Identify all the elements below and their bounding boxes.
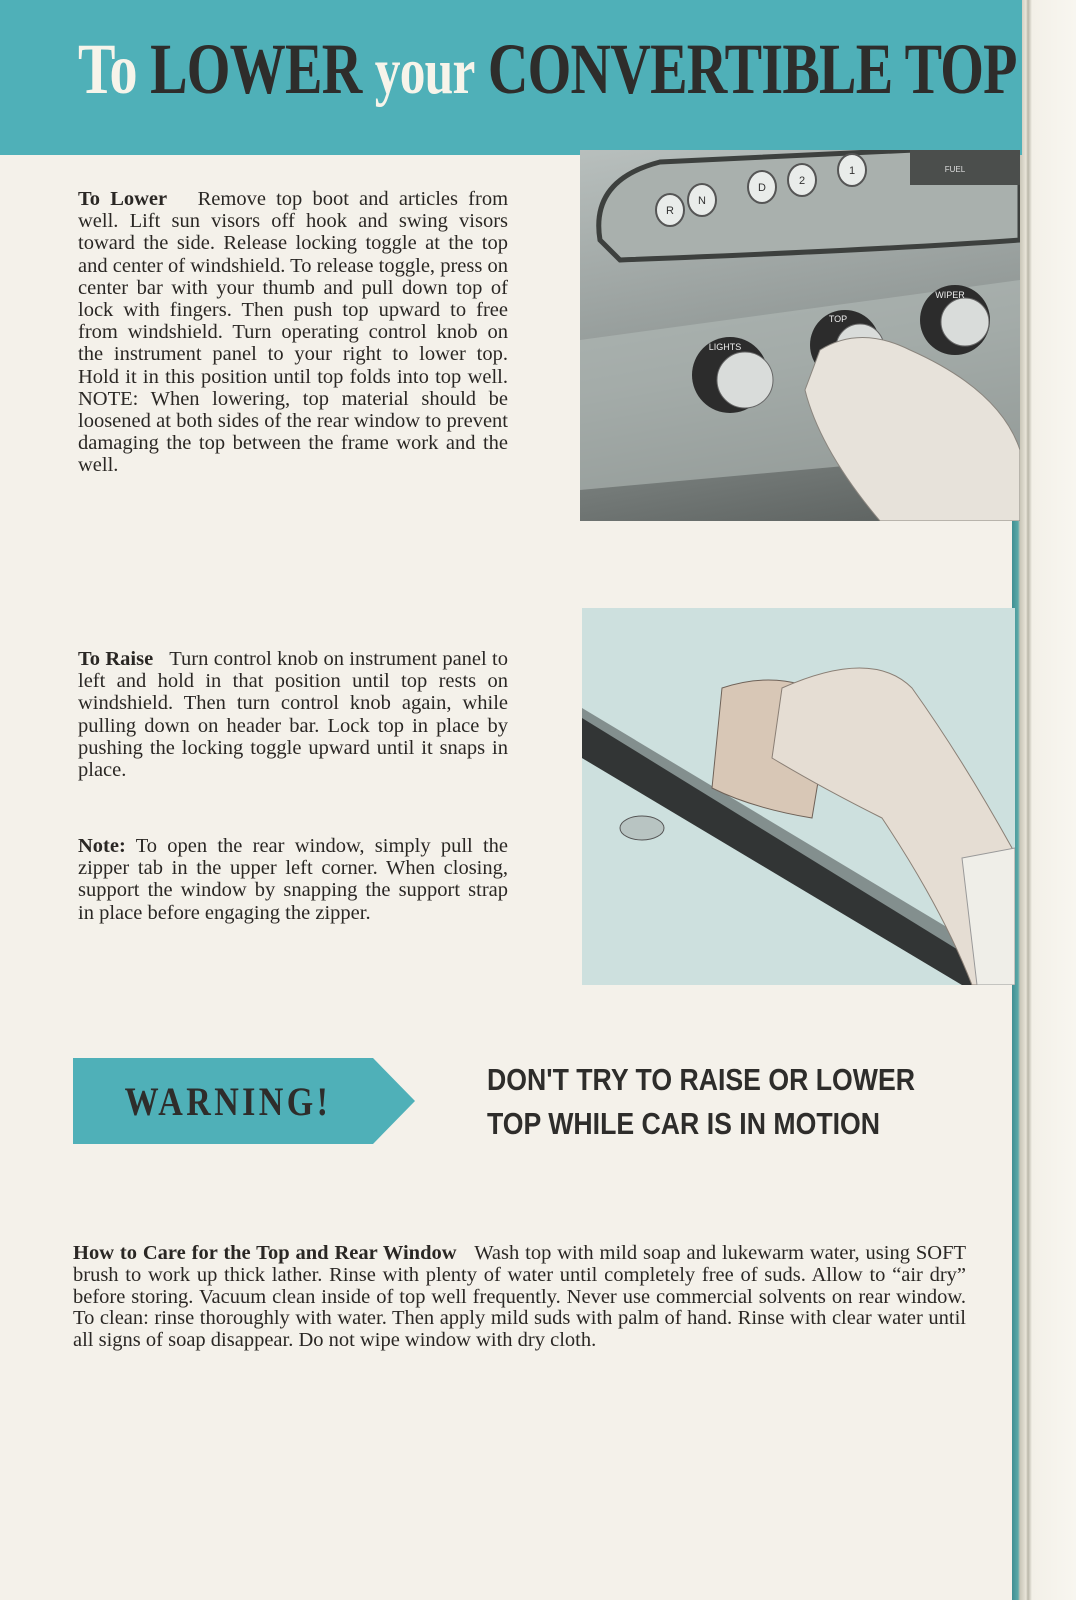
lower-body: Remove top boot and articles from well. Lift sun visors off hook and swing visors toward the side. Release locking toggle at the top and center of windshield. To release toggle, press on center bar with your thumb and pull down top of lock with fingers. Then push top upward to free from windshield. Turn operating control knob on the instrument panel to your right to lower top. Hold it in this position until top folds into top well. NOTE: When lowering, top material should be loosened at both sides of the rear window to prevent damaging the top between the frame work and the well. [78,188,509,477]
lights-knob-label: LIGHTS [708,342,742,352]
raise-paragraph [78,648,508,781]
top-knob-label: TOP [828,314,848,324]
gear-r: R [666,205,674,217]
raise-body: Turn control knob on instrument panel to left and hold in that position until top rests on windshield. Then turn control knob again, while pulling down on header bar. Lock top in place by pushing the locking toggle upward until it snaps in place. [78,648,509,782]
title-to: To [78,29,137,109]
fuel-gauge-label: FUEL [944,165,966,174]
instrument-panel-photo [580,150,1020,521]
title-your: your [374,35,475,108]
warning-message [487,1058,915,1146]
raise-heading: To Raise [78,648,154,670]
warning-label: WARNING! [124,1078,332,1124]
page-binding-edge [1012,0,1076,1600]
care-body: Wash top with mild soap and lukewarm water, using SOFT brush to work up thick lather. Rinse with plenty of water until completely free of suds. Allow to “air dry” before storing. Vacuum clean inside of top well frequently. Never use commercial solvents on rear window. To clean: rinse thoroughly with water. Then apply mild suds with palm of hand. Rinse with clear water until all signs of soap disappear. Do not wipe window with dry cloth. [73,1242,966,1352]
gear-d: D [758,182,766,194]
note-body: To open the rear window, simply pull the zipper tab in the upper left corner. When closing, support the window by snapping the support strap in place before engaging the zipper. [78,835,508,924]
lower-paragraph [78,188,508,477]
header-band [0,0,1022,155]
note-heading: Note: [78,835,126,857]
wiper-knob-label: WIPER [935,290,965,300]
warning-line-1: DON'T TRY TO RAISE OR LOWER [487,1062,915,1097]
gear-2: 2 [798,175,806,187]
warning-banner [73,1058,415,1144]
gear-n: N [698,195,706,207]
header-bar-photo [582,608,1015,985]
lower-heading: To Lower [78,188,168,210]
care-paragraph [73,1243,966,1352]
note-paragraph [78,835,508,924]
warning-line-2: TOP WHILE CAR IS IN MOTION [487,1106,881,1141]
gear-1: 1 [848,165,856,177]
title-convertible-top: CONVERTIBLE TOP [487,29,1017,109]
care-heading: How to Care for the Top and Rear Window [73,1242,457,1264]
page-title [78,28,1017,111]
title-lower: LOWER [150,29,362,109]
